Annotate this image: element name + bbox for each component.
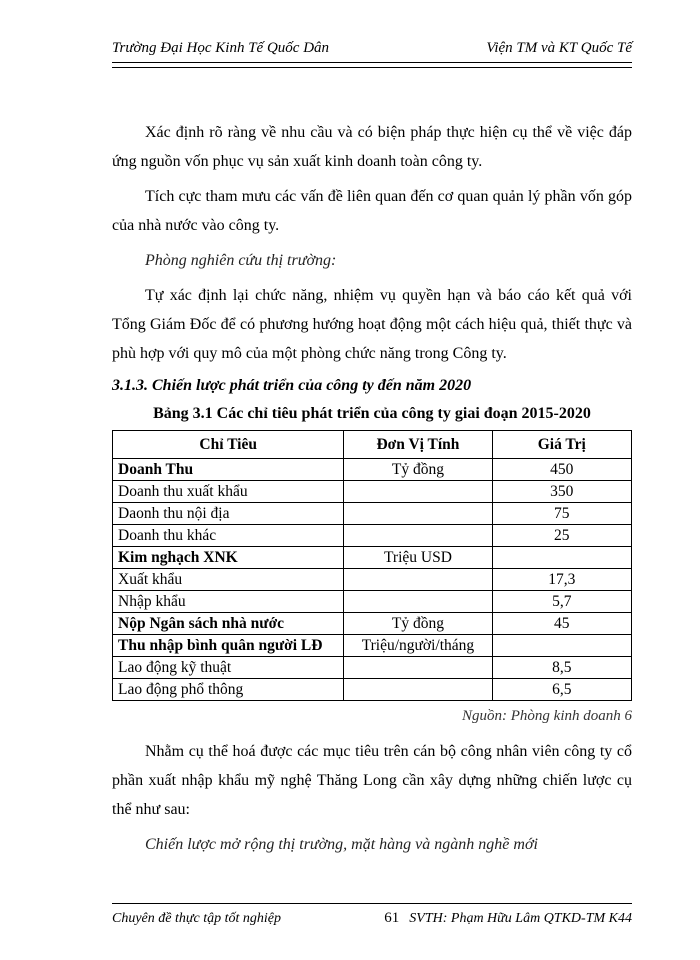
- row-value: [492, 635, 631, 657]
- row-label: Doanh thu xuất khẩu: [113, 481, 344, 503]
- row-unit: [344, 657, 492, 679]
- table-header-row: [113, 431, 632, 459]
- table-row: [113, 569, 632, 591]
- row-value: 450: [492, 459, 631, 481]
- row-value: 350: [492, 481, 631, 503]
- table-row: [113, 679, 632, 701]
- table-row: [113, 657, 632, 679]
- header-institute: Viện TM và KT Quốc Tế: [486, 40, 632, 56]
- row-label: Lao động kỹ thuật: [113, 657, 344, 679]
- row-unit: [344, 481, 492, 503]
- footer-student: SVTH: Phạm Hữu Lâm QTKD-TM K44: [409, 911, 632, 926]
- row-unit: [344, 569, 492, 591]
- header-unit: Đơn Vị Tính: [344, 431, 492, 459]
- table-row: [113, 481, 632, 503]
- row-label: Xuất khẩu: [113, 569, 344, 591]
- paragraph-advise: Tích cực tham mưu các vấn đề liên quan đến cơ quan quản lý phần vốn góp của nhà nước vào công ty.: [112, 188, 632, 234]
- row-label: Daonh thu nội địa: [113, 503, 344, 525]
- row-value: [492, 547, 631, 569]
- row-value: 5,7: [492, 591, 631, 613]
- header-indicator: Chỉ Tiêu: [113, 431, 344, 459]
- table-row: [113, 459, 632, 481]
- row-value: 8,5: [492, 657, 631, 679]
- row-unit: [344, 679, 492, 701]
- department-heading: Phòng nghiên cứu thị trường:: [145, 252, 337, 269]
- row-unit: [344, 525, 492, 547]
- table-row: [113, 635, 632, 657]
- page-header: [112, 40, 632, 63]
- table-row: [113, 525, 632, 547]
- table-source: Nguồn: Phòng kinh doanh 6: [462, 708, 632, 724]
- table-row: [113, 503, 632, 525]
- table-row: [113, 547, 632, 569]
- header-university: Trường Đại Học Kinh Tế Quốc Dân: [112, 40, 330, 56]
- row-label: Kim nghạch XNK: [113, 547, 344, 569]
- row-unit: [344, 591, 492, 613]
- row-value: 17,3: [492, 569, 631, 591]
- row-value: 25: [492, 525, 631, 547]
- page-number: 61: [384, 910, 400, 926]
- footer-right-group: [314, 910, 632, 927]
- row-value: 6,5: [492, 679, 631, 701]
- row-label: Doanh thu khác: [113, 525, 344, 547]
- paragraph-market-research: Tự xác định lại chức năng, nhiệm vụ quyền hạn và báo cáo kết quả với Tổng Giám Đốc để có phương hướng hoạt động một cách hiệu quả, thiết thực và phù hợp với quy mô của một phòng chức năng trong Công ty.: [112, 287, 632, 362]
- row-unit: [344, 503, 492, 525]
- header-value: Giá Trị: [492, 431, 631, 459]
- table-caption: Bảng 3.1 Các chỉ tiêu phát triển của công ty giai đoạn 2015-2020: [153, 405, 591, 422]
- page-content: [112, 118, 632, 865]
- row-label: Nhập khẩu: [113, 591, 344, 613]
- row-unit: Triệu/người/tháng: [344, 635, 492, 657]
- paragraph-strategy-intro: Nhằm cụ thể hoá được các mục tiêu trên cán bộ công nhân viên công ty cổ phần xuất nhập khẩu mỹ nghệ Thăng Long cần xây dựng những chiến lược cụ thể như sau:: [112, 743, 632, 818]
- row-unit: Triệu USD: [344, 547, 492, 569]
- section-heading: 3.1.3. Chiến lược phát triển của công ty đến năm 2020: [112, 377, 472, 394]
- row-label: Thu nhập bình quân người LĐ: [113, 635, 344, 657]
- footer-report-title: Chuyên đề thực tập tốt nghiệp: [112, 911, 281, 926]
- header-divider: [112, 67, 632, 68]
- row-value: 45: [492, 613, 631, 635]
- paragraph-capital: Xác định rõ ràng về nhu cầu và có biện pháp thực hiện cụ thể về việc đáp ứng nguồn vốn phục vụ sản xuất kinh doanh toàn công ty.: [112, 124, 632, 170]
- row-value: 75: [492, 503, 631, 525]
- indicators-table: [112, 430, 632, 701]
- page-footer: [112, 903, 632, 927]
- row-label: Doanh Thu: [113, 459, 344, 481]
- row-label: Nộp Ngân sách nhà nước: [113, 613, 344, 635]
- row-label: Lao động phổ thông: [113, 679, 344, 701]
- row-unit: Tỷ đồng: [344, 613, 492, 635]
- row-unit: Tỷ đồng: [344, 459, 492, 481]
- table-row: [113, 613, 632, 635]
- table-row: [113, 591, 632, 613]
- strategy-heading: Chiến lược mở rộng thị trường, mặt hàng và ngành nghề mới: [145, 836, 538, 853]
